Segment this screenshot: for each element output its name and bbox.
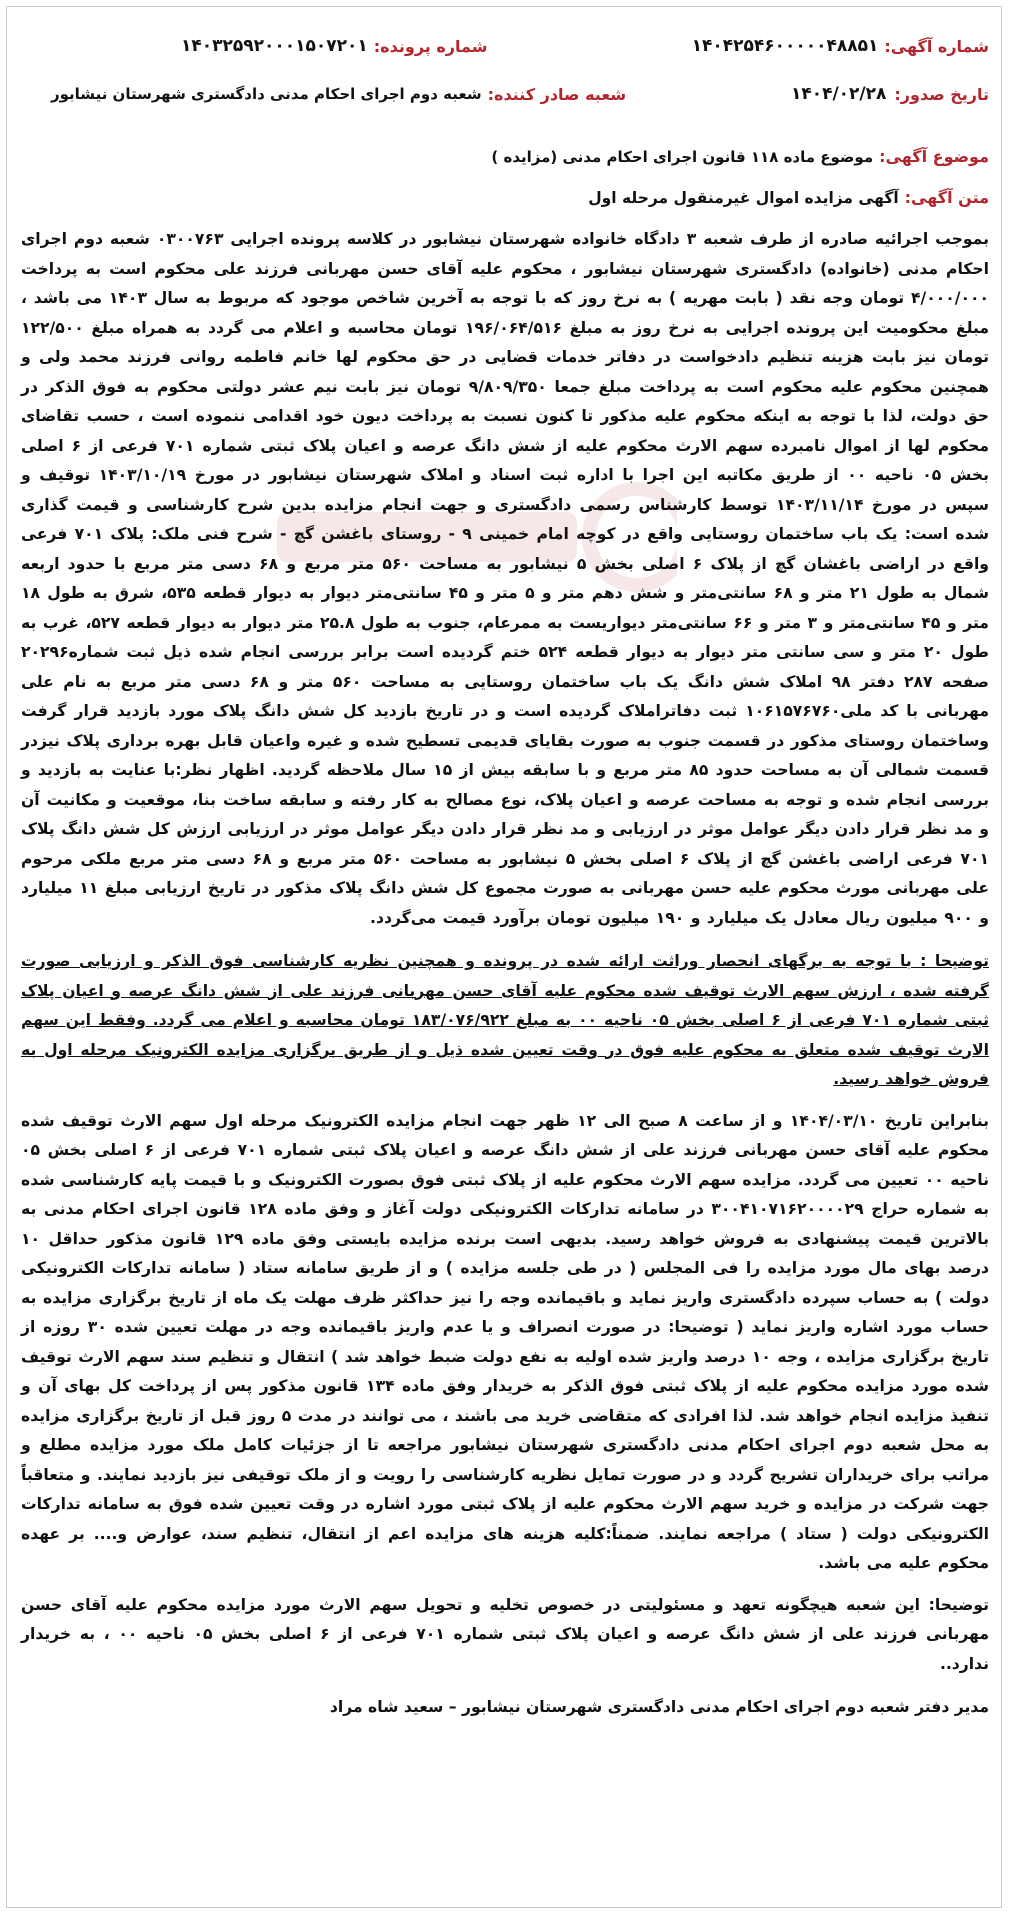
branch-name: شعبه دوم اجرای احکام مدنی دادگستری شهرستان نیشابور <box>51 85 482 103</box>
text-title-row <box>21 188 989 207</box>
issue-date-label: تاریخ صدور: <box>894 84 989 104</box>
branch-field <box>51 85 626 104</box>
issue-date-field <box>791 84 989 104</box>
body-paragraph-1: بموجب اجرائیه صادره از طرف شعبه ۳ دادگاه خانواده شهرستان نیشابور در کلاسه پرونده اجرایی ۰۳۰۰۷۶۳ شعبه دوم اجرای احکام مدنی (خانواده) دادگستری شهرستان نیشابور ، محکوم علیه آقای حسن مهربانی فرزند علی محکوم است به پرداخت ۴/۰۰۰/۰۰۰ تومان وجه نقد ( بابت مهریه ) به نرخ روز که با توجه به آخرین شاخص موجود که مربوط به سال ۱۴۰۳ می باشد ، مبلغ محکومیت این پرونده اجرایی به نرخ روز به مبلغ ۱۹۶/۰۶۴/۵۱۶ تومان محاسبه و اعلام می گردد به همراه مبلغ ۱۲۲/۵۰۰ تومان نیز بابت هزینه تنظیم دادخواست در دفاتر خدمات قضایی در حق محکوم لها خانم فاطمه روانی فرزند محمد ولی و همچنین محکوم علیه محکوم است به پرداخت مبلغ جمعا ۹/۸۰۹/۳۵۰ تومان نیز بابت نیم عشر دولتی محکوم به فوق الذکر در حق دولت، لذا با توجه به اینکه محکوم علیه مذکور تا کنون نسبت به پرداخت دیون خود اقدامی ننموده است ، حسب تقاضای محکوم لها از اموال نامبرده سهم الارث محکوم علیه از شش دانگ عرصه و اعیان پلاک ثبتی شماره ۷۰۱ فرعی از ۶ اصلی بخش ۰۵ ناحیه ۰۰ از طریق مکاتبه این اجرا با اداره ثبت اسناد و املاک شهرستان نیشابور در مورخ ۱۴۰۳/۱۰/۱۹ توقیف و سپس در مورخ ۱۴۰۳/۱۱/۱۴ توسط کارشناس رسمی دادگستری و جهت انجام مزایده بدین شرح کارشناسی و قیمت گذاری شده است: یک باب ساختمان روستایی واقع در کوچه امام خمینی ۹ - روستای باغشن گچ - شرح فنی ملک: پلاک ۷۰۱ فرعی واقع در اراضی باغشان گچ از پلاک ۶ اصلی بخش ۵ نیشابور به مساحت ۵۶۰ متر مربع و ۶۸ دسی متر مربع با حدود اربعه شمال به طول ۲۱ متر و ۶۸ سانتی‌متر و شش دهم متر و ۵ متر و ۴۵ سانتی‌متر دیوار به دیوار قطعه ۵۳۵، شرق به طول ۱۸ متر و ۴۵ سانتی‌متر و ۳ متر و ۶۶ سانتی‌متر دیواریست به ممرعام، جنوب به طول ۲۵.۸ متر دیوار به دیوار قطعه ۵۲۷، غرب به طول ۲۰ متر و سی سانتی متر دیوار به دیوار قطعه ۵۲۴ ختم گردیده است برابر بررسی انجام شده ذیل ثبت شماره۲۰۲۹۶ صفحه ۲۸۷ دفتر ۹۸ املاک شش دانگ یک باب ساختمان روستایی به مساحت ۵۶۰ متر و ۶۸ دسی متر مربع به نام علی مهربانی با کد ملی۱۰۶۱۵۷۶۷۶۰ ثبت دفاتراملاک گردیده است و در تاریخ بازدید کل شش دانگ پلاک مورد بازدید قرار گرفت وساختمان روستای مذکور در قسمت جنوب به صورت بقایای قدیمی تسطیح شده و غیره واعیان قابل بهره برداری پلاک نیزدر قسمت شمالی آن به مساحت حدود ۸۵ متر مربع و با سابقه بیش از ۱۵ سال ملاحظه گردید. اظهار نظر:با عنایت به بازدید و بررسی انجام شده و توجه به مساحت عرصه و اعیان پلاک، نوع مصالح به کار رفته و سابقه ساخت بنا، موقعیت و مکانیت آن و مد نظر قرار دادن دیگر عوامل موثر در ارزیابی و مد نظر قرار دادن دیگر عوامل موثر در ارزیابی ارزش کل شش دانگ پلاک ۷۰۱ فرعی اراضی باغشن گچ از پلاک ۶ اصلی بخش ۵ نیشابور به مساحت ۵۶۰ متر مربع و ۶۸ دسی متر مربع ملکی مرحوم علی مهربانی مورث محکوم علیه حسن مهربانی به صورت مجموع کل شش دانگ پلاک مذکور در تاریخ ارزیابی مبلغ ۱۱ میلیارد و ۹۰۰ میلیون ریال معادل یک میلیارد و ۱۹۰ میلیون تومان برآورد قیمت می‌گردد. <box>21 230 990 927</box>
notice-page <box>7 21 1001 1722</box>
body-paragraph-2: بنابراین تاریخ ۱۴۰۴/۰۳/۱۰ و از ساعت ۸ صبح الی ۱۲ ظهر جهت انجام مزایده الکترونیک مرحله اول سهم الارث توقیف شده محکوم علیه آقای حسن مهربانی فرزند علی از شش دانگ عرصه و اعیان پلاک ثبتی شماره ۷۰۱ فرعی از ۶ اصلی بخش ۰۵ ناحیه ۰۰ تعیین می گردد. مزایده سهم الارث محکوم علیه از پلاک ثبتی فوق بصورت الکترونیک و با قیمت پایه کارشناسی شده به شماره حراج ۳۰۰۴۱۰۷۱۶۲۰۰۰۰۲۹ در سامانه تدارکات الکترونیکی دولت آغاز و وفق ماده ۱۲۸ قانون اجرای احکام مدنی به بالاترین قیمت پیشنهادی به فروش خواهد رسید. بدیهی است برنده مزایده بایستی وفق ماده ۱۲۹ قانون مذکور حداقل ۱۰ درصد بهای مال مورد مزایده را فی المجلس ( در طی جلسه مزایده ) و از طریق سامانه ستاد ( سامانه تدارکات الکترونیکی دولت ) به حساب سپرده دادگستری واریز نماید و باقیمانده وجه را نیز حداکثر ظرف مهلت یک ماه از تاریخ برگزاری مزایده به حساب مورد اشاره واریز نماید ( توضیحا: در صورت انصراف و یا عدم واریز باقیمانده وجه در مهلت تعیین شده ۳۰ روزه از تاریخ برگزاری مزایده ، وجه ۱۰ درصد واریز شده اولیه به نفع دولت ضبط خواهد شد ) انتقال و تنظیم سند سهم الارث توقیف شده مورد مزایده محکوم علیه از پلاک ثبتی فوق الذکر به خریدار وفق ماده ۱۳۴ قانون مذکور پس از پرداخت کل بهای آن و تنفیذ مزایده انجام خواهد شد. لذا افرادی که متقاضی خرید می باشند ، می توانند در مدت ۵ روز قبل از تاریخ برگزاری مزایده به محل شعبه دوم اجرای احکام مدنی دادگستری شهرستان نیشابور مراجعه تا از جزئیات کامل ملک مورد مزایده مطلع و مراتب برای خریداران تشریح گردد و در صورت تمایل نظریه کارشناسی را رویت و از ملک توقیفی نیز بازدید نمایند. و متعاقباً جهت شرکت در مزایده و خرید سهم الارث محکوم علیه از پلاک ثبتی مورد اشاره در وقت تعیین شده فوق به سامانه تدارکات الکترونیکی دولت ( ستاد ) مراجعه نمایند. ضمناً:کلیه هزینه های مزایده اعم از انتقال، تنظیم سند، عوارض و.... بر عهده محکوم علیه می باشد. <box>21 1111 990 1572</box>
ad-number-field <box>692 36 989 56</box>
subject-label: موضوع آگهی: <box>879 147 989 166</box>
text-title-label: متن آگهی: <box>904 188 989 207</box>
ad-number-label: شماره آگهی: <box>884 36 989 56</box>
subject-row <box>21 147 989 166</box>
branch-label: شعبه صادر کننده: <box>487 84 627 104</box>
body-note-2: توضیحا: این شعبه هیچگونه تعهد و مسئولیتی در خصوص تخلیه و تحویل سهم الارث مورد مزایده محکوم علیه آقای حسن مهربانی فرزند علی از شش دانگ عرصه و اعیان پلاک ثبتی شماره ۷۰۱ فرعی از ۶ اصلی بخش ۰۵ ناحیه ۰۰ ، به خریدار ندارد.. <box>21 1595 989 1673</box>
case-number-label: شماره پرونده: <box>373 36 488 56</box>
ad-number: ۱۴۰۴۲۵۴۶۰۰۰۰۰۴۸۸۵۱ <box>691 36 879 56</box>
case-number: ۱۴۰۳۲۵۹۲۰۰۰۱۵۰۷۲۰۱ <box>181 36 368 56</box>
case-number-field <box>181 36 487 56</box>
document-frame <box>6 6 1002 1908</box>
subject-value: موضوع ماده ۱۱۸ قانون اجرای احکام مدنی (مزایده ) <box>491 147 874 166</box>
signature-line: مدیر دفتر شعبه دوم اجرای احکام مدنی دادگستری شهرستان نیشابور – سعید شاه مراد <box>329 1698 989 1716</box>
issue-date: ۱۴۰۴/۰۲/۲۸ <box>790 84 887 104</box>
header-row-1 <box>21 21 989 71</box>
body-note-1: توضیحا : با توجه به برگهای انحصار وراثت ارائه شده در پرونده و همچنین نظریه کارشناسی فوق الذکر و ارزیابی صورت گرفته شده ، ارزش سهم الارث توقیف شده محکوم علیه آقای حسن مهربانی فرزند علی از شش دانگ عرصه و اعیان پلاک ثبتی شماره ۷۰۱ فرعی از ۶ اصلی بخش ۰۵ ناحیه ۰۰ به مبلغ ۱۸۳/۰۷۶/۹۲۲ تومان محاسبه و اعلام می گردد. وفقط این سهم الارث توقیف شده متعلق به محکوم علیه فوق در وقت تعیین شده ذیل و از طریق برگزاری مزایده الکترونیک مرحله اول به فروش خواهد رسید. <box>21 952 989 1088</box>
header-row-2 <box>21 69 989 119</box>
text-title-value: آگهی مزایده اموال غیرمنقول مرحله اول <box>588 188 899 207</box>
